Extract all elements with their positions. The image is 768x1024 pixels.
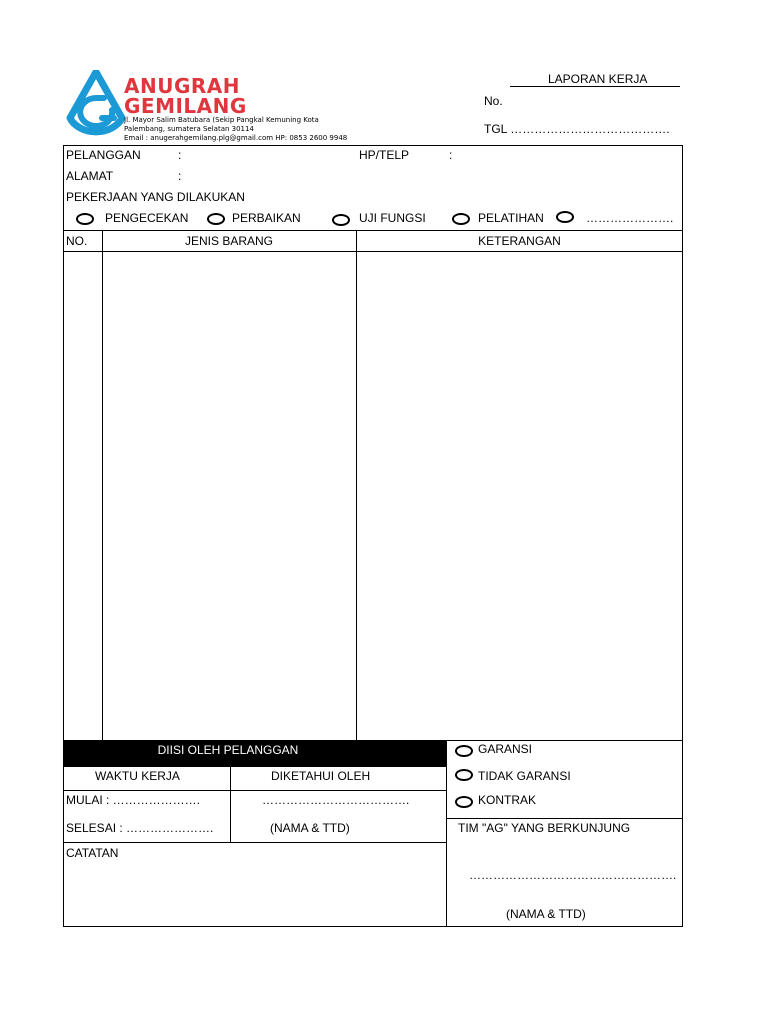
customer-row-line-1 <box>63 790 446 791</box>
option-oval-icon <box>207 213 225 225</box>
option-pelatihan[interactable] <box>452 211 552 227</box>
report-title: LAPORAN KERJA <box>548 72 648 86</box>
option-label: PELATIHAN <box>478 211 544 225</box>
option-pengecekan[interactable] <box>76 211 189 227</box>
team-signature-line: ……………………………………………. <box>469 868 677 882</box>
team-row-line <box>446 818 683 819</box>
pelanggan-colon: : <box>178 148 182 162</box>
table-body <box>63 252 683 740</box>
alamat-label: ALAMAT <box>66 169 114 183</box>
option-perbaikan[interactable] <box>207 211 307 227</box>
hp-colon: : <box>449 148 453 162</box>
option-garansi[interactable] <box>455 742 675 758</box>
option-oval-icon <box>452 213 470 225</box>
company-name-line1: ANUGRAH <box>124 74 240 98</box>
pelanggan-label: PELANGGAN <box>66 148 141 162</box>
team-title: TIM "AG" YANG BERKUNJUNG <box>458 821 631 835</box>
option-label: PERBAIKAN <box>232 211 301 225</box>
hp-label: HP/TELP <box>359 148 410 162</box>
customer-section-title: DIISI OLEH PELANGGAN <box>157 743 299 757</box>
report-title-underline <box>510 86 680 87</box>
table-header-keterangan: KETERANGAN <box>478 234 561 248</box>
company-logo <box>62 70 352 144</box>
waktu-kerja-label: WAKTU KERJA <box>95 769 180 783</box>
option-label: PENGECEKAN <box>105 211 189 225</box>
selesai-field: SELESAI : …………………. <box>66 821 214 835</box>
option-label: KONTRAK <box>478 793 537 807</box>
table-top-border <box>63 230 683 231</box>
company-name-line2: GEMILANG <box>124 94 247 118</box>
option-tidak-garansi[interactable] <box>455 769 675 785</box>
option-uji-fungsi[interactable] <box>332 211 432 227</box>
option-other[interactable] <box>556 210 674 226</box>
catatan-label: CATATAN <box>66 846 119 860</box>
option-oval-icon <box>455 745 473 757</box>
company-address-1: Jl. Mayor Salim Batubara (Sekip Pangkal Kemuning Kota <box>124 116 319 124</box>
company-address-2: Palembang, sumatera Selatan 30114 <box>124 125 254 133</box>
customer-name-signature-label: (NAMA & TTD) <box>270 821 350 835</box>
pekerjaan-label: PEKERJAAN YANG DILAKUKAN <box>66 190 245 204</box>
customer-section-header <box>63 741 446 767</box>
option-label: UJI FUNGSI <box>359 211 426 225</box>
option-oval-icon <box>332 214 350 226</box>
customer-row-line-2 <box>63 842 446 843</box>
option-label: …………………. <box>586 211 674 225</box>
alamat-colon: : <box>178 169 182 183</box>
option-kontrak[interactable] <box>455 793 675 809</box>
option-oval-icon <box>76 213 94 225</box>
option-oval-icon <box>455 769 473 781</box>
option-label: TIDAK GARANSI <box>478 769 571 783</box>
customer-col-divider <box>230 767 231 842</box>
bottom-vertical-divider <box>446 741 447 927</box>
mulai-field: MULAI : …………………. <box>66 793 201 807</box>
option-label: GARANSI <box>478 742 533 756</box>
report-number-label: No. <box>484 94 503 108</box>
table-header-jenis-barang: JENIS BARANG <box>184 234 274 248</box>
table-header-no: NO. <box>66 234 88 248</box>
team-name-signature-label: (NAMA & TTD) <box>506 907 586 921</box>
company-address-3: Email : anugerahgemilang.plg@gmail.com HP: 0853 2600 9948 <box>124 134 348 142</box>
logo-mark-icon <box>64 70 128 142</box>
option-oval-icon <box>556 211 574 223</box>
report-date-field: TGL …………………………………. <box>484 122 670 136</box>
option-oval-icon <box>455 796 473 808</box>
diketahui-oleh-label: DIKETAHUI OLEH <box>271 769 371 783</box>
customer-signature-line: ………………………………. <box>262 793 410 807</box>
